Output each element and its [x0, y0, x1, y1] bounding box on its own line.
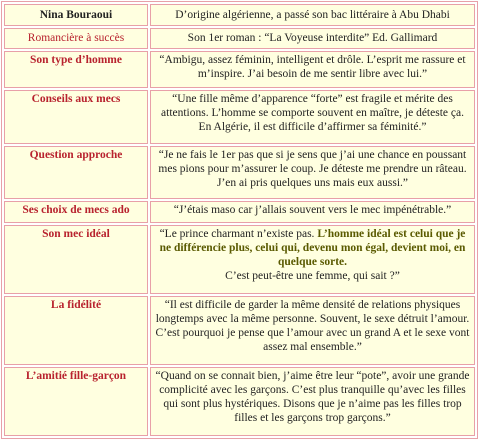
quote-end: C’est peut-être une femme, qui sait ?” — [225, 269, 400, 282]
row-value: Son 1er roman : “La Voyeuse interdite” Ed. Gallimard — [150, 28, 475, 50]
row-value: “J’étais maso car j’allais souvent vers le mec impénétrable.” — [150, 201, 475, 223]
row-label: Son mec idéal — [4, 225, 148, 294]
table-row — [4, 51, 475, 88]
table-row — [4, 90, 475, 143]
row-label: Nina Bouraoui — [4, 4, 148, 26]
table-row — [4, 146, 475, 199]
table-row — [4, 28, 475, 50]
row-value: D’origine algérienne, a passé son bac littéraire à Abu Dhabi — [150, 4, 475, 26]
table-row — [4, 4, 475, 26]
quote-emphasis: L’homme idéal est celui que je ne différencie plus, celui qui, devenu mon égal, devient moi, en quelque sorte. — [159, 227, 466, 268]
table-row — [4, 367, 475, 436]
interview-profile-table — [1, 1, 478, 439]
row-label: Question approche — [4, 146, 148, 199]
row-label: Son type d’homme — [4, 51, 148, 88]
row-value: “Il est difficile de garder la même densité de relations physiques longtemps avec la même personne. Souvent, le sexe détruit l’amour. C’est pourquoi je pense que l’amour avec un grand A et le sexe vont assez mal ensemble.” — [150, 296, 475, 365]
row-label: Conseils aux mecs — [4, 90, 148, 143]
row-value: “Une fille même d’apparence “forte” est fragile et mérite des attentions. L’homme se comporte souvent en maître, je déteste ça. En Algérie, il est difficile d’affirmer sa féminité.” — [150, 90, 475, 143]
row-label: La fidélité — [4, 296, 148, 365]
row-label: Ses choix de mecs ado — [4, 201, 148, 223]
table-row — [4, 201, 475, 223]
row-value: “Je ne fais le 1er pas que si je sens que j’ai une chance en poussant mes pions pour m’assurer le coup. Je déteste me prendre un râteau. J’en ai pris quelques uns mais eux aussi.” — [150, 146, 475, 199]
row-label: L’amitié fille-garçon — [4, 367, 148, 436]
row-label: Romancière à succès — [4, 28, 148, 50]
table-row — [4, 225, 475, 294]
row-value: “Ambigu, assez féminin, intelligent et drôle. L’esprit me rassure et m’inspire. J’ai besoin de me sentir libre avec lui.” — [150, 51, 475, 88]
row-value: “Quand on se connait bien, j’aime être leur “pote”, avoir une grande complicité avec les garçons. C’est plus tranquille qu’avec les filles qui sont plus hystériques. Disons que je n’aime pas les filles trop filles et les garçons trop garçons.” — [150, 367, 475, 436]
row-value — [150, 225, 475, 294]
quote-start: “Le prince charmant n’existe pas. — [159, 227, 318, 240]
table-row — [4, 296, 475, 365]
